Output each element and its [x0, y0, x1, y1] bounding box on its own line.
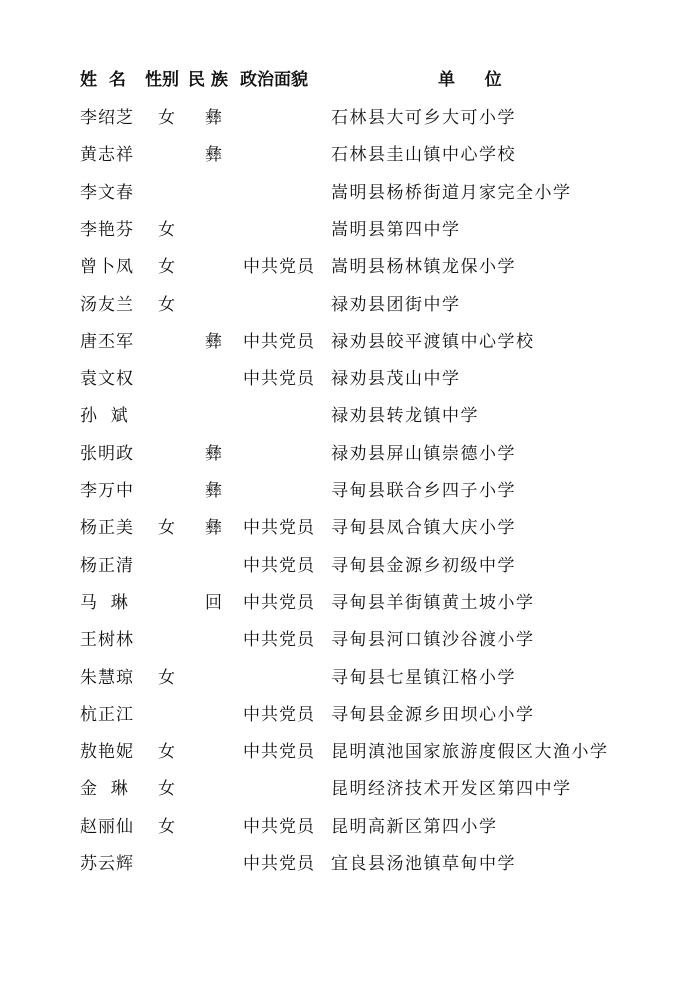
row-name: 杭正江 [80, 704, 134, 725]
row-sex [158, 473, 182, 510]
row-ethnicity [205, 249, 229, 286]
row-unit: 昆明高新区第四小学 [331, 816, 498, 837]
row-ethnicity [205, 697, 229, 734]
row-ethnicity [205, 809, 229, 846]
row-name: 金 琳 [80, 779, 129, 800]
row-ethnicity: 彝 [205, 481, 222, 501]
row-ethnicity [205, 771, 229, 808]
row-name: 赵丽仙 [80, 816, 134, 837]
row-name: 汤友兰 [80, 294, 134, 315]
row-name: 苏云辉 [80, 854, 134, 874]
row-political-status [243, 175, 323, 212]
row-unit: 嵩明县杨桥街道月家完全小学 [331, 182, 572, 203]
row-sex: 女 [158, 219, 175, 240]
row-political-status [243, 212, 323, 249]
row-ethnicity: 彝 [205, 331, 222, 352]
row-name: 袁文权 [80, 369, 134, 390]
table-row [0, 361, 699, 398]
row-unit: 石林县大可乡大可小学 [331, 108, 516, 128]
header-ethnicity: 民 族 [188, 70, 228, 90]
table-row [0, 473, 699, 510]
row-sex: 女 [158, 742, 175, 763]
table-row [0, 100, 699, 137]
table-row [0, 585, 699, 622]
row-unit: 禄劝县转龙镇中学 [331, 406, 479, 427]
row-unit: 寻甸县金源乡初级中学 [331, 555, 516, 576]
table-row [0, 660, 699, 697]
row-name: 李万中 [80, 481, 134, 501]
row-political-status [243, 137, 323, 174]
row-unit: 禄劝县屏山镇崇德小学 [331, 443, 516, 464]
table-row [0, 436, 699, 473]
row-sex [158, 137, 182, 174]
row-political-status: 中共党员 [243, 816, 315, 837]
table-row [0, 324, 699, 361]
row-political-status: 中共党员 [243, 704, 315, 725]
row-ethnicity [205, 212, 229, 249]
row-sex: 女 [158, 294, 175, 315]
row-sex [158, 324, 182, 361]
row-unit: 寻甸县凤合镇大庆小学 [331, 518, 516, 539]
row-name: 孙 斌 [80, 406, 129, 427]
row-political-status: 中共党员 [243, 742, 315, 763]
row-political-status: 中共党员 [243, 518, 315, 539]
row-name: 李文春 [80, 182, 134, 203]
row-unit: 寻甸县金源乡田坝心小学 [331, 704, 535, 725]
row-name: 张明政 [80, 443, 134, 464]
row-unit: 宜良县汤池镇草甸中学 [331, 854, 516, 874]
row-political-status: 中共党员 [243, 592, 315, 613]
row-name: 李艳芬 [80, 219, 134, 240]
row-name: 曾卜凤 [80, 257, 134, 278]
row-political-status [243, 473, 323, 510]
row-sex [158, 846, 182, 883]
table-row [0, 809, 699, 846]
row-sex [158, 436, 182, 473]
row-political-status [243, 660, 323, 697]
table-row [0, 697, 699, 734]
header-sex: 性别 [145, 70, 179, 90]
row-sex [158, 361, 182, 398]
row-political-status [243, 436, 323, 473]
row-political-status: 中共党员 [243, 331, 315, 352]
row-sex [158, 548, 182, 585]
row-unit: 寻甸县羊街镇黄土坡小学 [331, 592, 535, 613]
table-row [0, 622, 699, 659]
table-row [0, 846, 699, 883]
table-row [0, 137, 699, 174]
row-sex: 女 [158, 257, 175, 278]
row-political-status [243, 287, 323, 324]
row-name: 黄志祥 [80, 145, 134, 166]
table-row [0, 249, 699, 286]
table-header [0, 62, 699, 99]
row-ethnicity [205, 361, 229, 398]
table-row [0, 175, 699, 212]
row-ethnicity [205, 548, 229, 585]
row-unit: 石林县圭山镇中心学校 [331, 145, 516, 166]
row-sex [158, 622, 182, 659]
row-unit: 禄劝县茂山中学 [331, 369, 461, 390]
table-row [0, 771, 699, 808]
row-sex [158, 175, 182, 212]
row-ethnicity: 彝 [205, 108, 222, 128]
row-ethnicity [205, 622, 229, 659]
row-ethnicity [205, 287, 229, 324]
row-sex: 女 [158, 518, 175, 539]
row-political-status: 中共党员 [243, 555, 315, 576]
row-unit: 嵩明县第四中学 [331, 219, 461, 240]
row-political-status [243, 100, 323, 137]
row-political-status: 中共党员 [243, 257, 315, 278]
table-row [0, 734, 699, 771]
row-political-status: 中共党员 [243, 369, 315, 390]
row-name: 朱慧琼 [80, 667, 134, 688]
row-name: 王树林 [80, 630, 134, 651]
row-unit: 昆明滇池国家旅游度假区大渔小学 [331, 742, 609, 763]
row-sex [158, 398, 182, 435]
table-row [0, 398, 699, 435]
row-ethnicity [205, 734, 229, 771]
row-ethnicity: 彝 [205, 145, 222, 166]
row-name: 敖艳妮 [80, 742, 134, 763]
row-sex: 女 [158, 779, 175, 800]
row-unit: 禄劝县皎平渡镇中心学校 [331, 331, 535, 352]
header-unit: 单 位 [438, 70, 502, 90]
row-ethnicity [205, 175, 229, 212]
row-political-status: 中共党员 [243, 854, 315, 874]
row-ethnicity [205, 398, 229, 435]
row-sex: 女 [158, 108, 175, 128]
row-name: 李绍芝 [80, 108, 134, 128]
header-name: 姓 名 [80, 70, 126, 90]
table-row [0, 212, 699, 249]
row-ethnicity: 彝 [205, 443, 222, 464]
row-name: 杨正美 [80, 518, 134, 539]
row-sex [158, 697, 182, 734]
table-row [0, 548, 699, 585]
row-political-status [243, 398, 323, 435]
row-sex [158, 585, 182, 622]
row-unit: 寻甸县七星镇江格小学 [331, 667, 516, 688]
row-ethnicity: 彝 [205, 518, 222, 539]
row-political-status: 中共党员 [243, 630, 315, 651]
row-ethnicity [205, 660, 229, 697]
header-political-status: 政治面貌 [240, 70, 308, 90]
row-unit: 嵩明县杨林镇龙保小学 [331, 257, 516, 278]
row-ethnicity [205, 846, 229, 883]
table-row [0, 510, 699, 547]
row-sex: 女 [158, 816, 175, 837]
row-unit: 禄劝县团街中学 [331, 294, 461, 315]
row-name: 马 琳 [80, 592, 129, 613]
row-political-status [243, 771, 323, 808]
table-row [0, 287, 699, 324]
row-unit: 寻甸县河口镇沙谷渡小学 [331, 630, 535, 651]
row-unit: 寻甸县联合乡四子小学 [331, 481, 516, 501]
row-name: 杨正清 [80, 555, 134, 576]
row-unit: 昆明经济技术开发区第四中学 [331, 779, 572, 800]
row-sex: 女 [158, 667, 175, 688]
row-ethnicity: 回 [205, 592, 222, 613]
row-name: 唐丕军 [80, 331, 134, 352]
